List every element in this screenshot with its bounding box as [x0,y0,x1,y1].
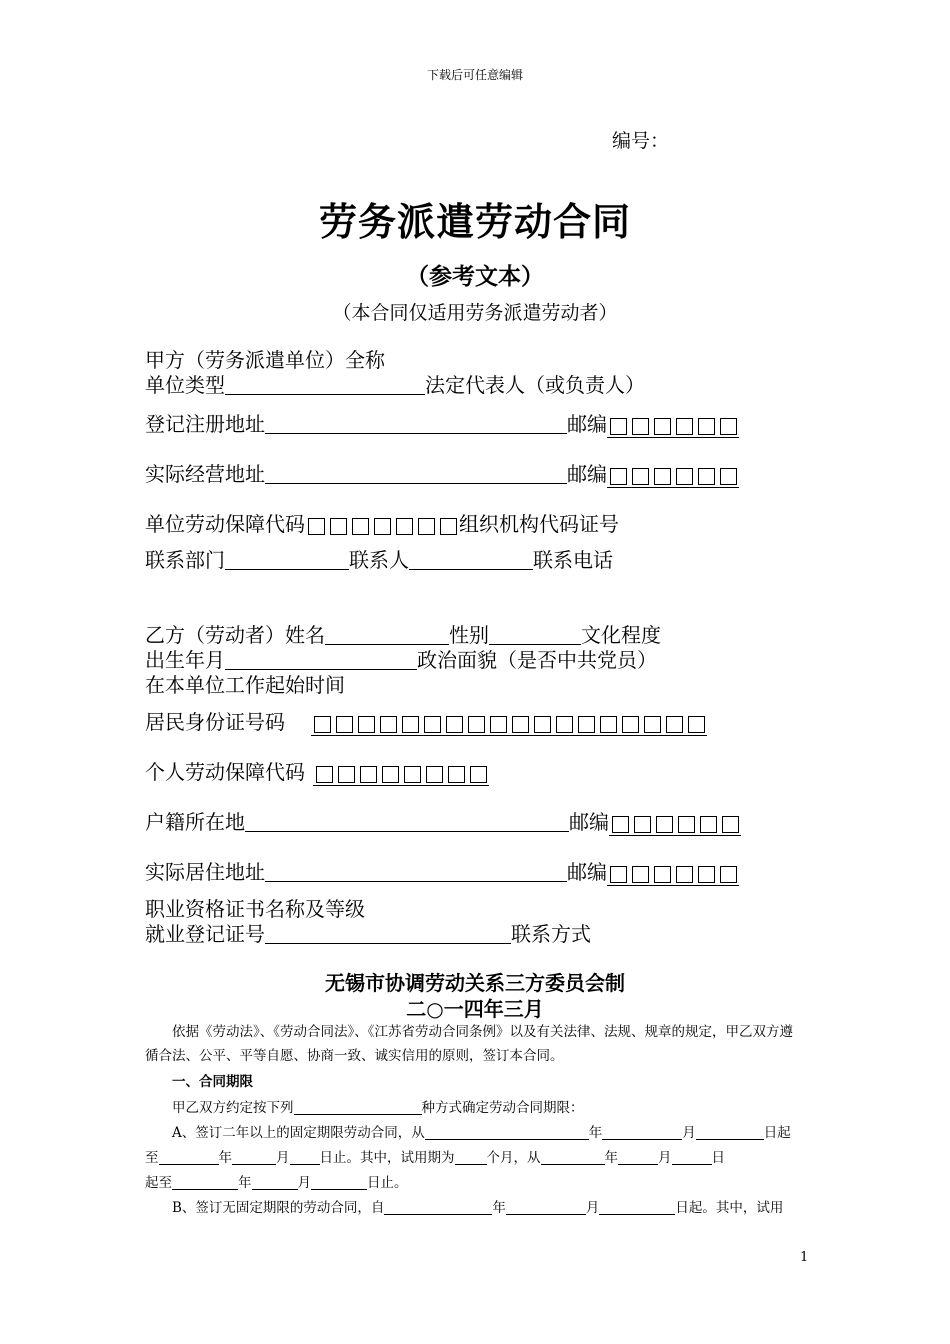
party-b-name-line [145,622,661,648]
digit-box[interactable] [358,716,375,733]
page-number: 1 [800,1250,809,1265]
digit-box[interactable] [440,518,457,535]
digit-box[interactable] [720,468,737,485]
education-label: 文化程度 [581,623,661,647]
zip-boxes[interactable] [607,865,739,886]
employment-line [145,921,591,947]
residence-label: 实际居住地址 [145,860,265,884]
id-number-boxes[interactable] [311,715,707,736]
digit-box[interactable] [374,518,391,535]
zip-boxes[interactable] [607,467,739,488]
digit-box[interactable] [308,518,325,535]
digit-box[interactable] [676,418,693,435]
blank-field[interactable] [602,1124,682,1140]
digit-box[interactable] [396,518,413,535]
zip-label: 邮编 [567,462,607,486]
employment-label: 就业登记证号 [145,922,265,946]
dept-label: 联系部门 [145,548,225,572]
residence-line [145,859,739,886]
personal-labor-code-line [145,759,489,786]
blank-field[interactable] [311,1174,367,1190]
blank-field[interactable] [252,1174,298,1190]
zip-label: 邮编 [567,860,607,884]
digit-box[interactable] [426,766,443,783]
section-1-line-1: 甲乙双方约定按下列 种方式确定劳动合同期限： [172,1100,584,1116]
start-time-line [145,672,345,698]
digit-box[interactable] [316,766,333,783]
digit-box[interactable] [654,468,671,485]
blank-field[interactable] [599,1199,675,1215]
digit-box[interactable] [720,866,737,883]
zip-label: 邮编 [569,810,609,834]
digit-box[interactable] [612,816,629,833]
contact-person-field[interactable] [409,549,533,570]
digit-box[interactable] [698,468,715,485]
party-a-name-line [145,347,385,373]
digit-box[interactable] [360,766,377,783]
preamble: 依据《劳动法》、《劳动合同法》、《江苏省劳动合同条例》以及有关法律、法规、规章的规定，甲乙双方遵循合法、公平、平等自愿、协商一致、诚实信用的原则，签订本合同。 [145,1024,793,1064]
birth-field[interactable] [225,649,417,670]
digit-box[interactable] [556,716,573,733]
digit-box[interactable] [654,866,671,883]
digit-box[interactable] [676,468,693,485]
party-a-name-label: 甲方（劳务派遣单位）全称 [145,348,385,372]
gender-label: 性别 [449,623,489,647]
digit-box[interactable] [676,866,693,883]
digit-box[interactable] [666,716,683,733]
zip-label: 邮编 [567,412,607,436]
digit-box[interactable] [700,816,717,833]
birth-label: 出生年月 [145,648,225,672]
serial-number-label: 编号： [612,130,670,152]
digit-box[interactable] [490,716,507,733]
household-label: 户籍所在地 [145,810,245,834]
blank-field[interactable] [232,1149,276,1165]
issue-date: 二○一四年三月 [406,997,544,1021]
gender-field[interactable] [489,624,581,645]
digit-box[interactable] [644,716,661,733]
scope-note: （本合同仅适用劳务派遣劳动者） [332,302,618,324]
blank-field[interactable] [159,1149,219,1165]
zip-boxes[interactable] [609,815,741,836]
issuing-organization: 无锡市协调劳动关系三方委员会制 [325,971,625,995]
id-number-line [145,709,707,736]
blank-field[interactable] [455,1149,487,1165]
unit-type-label: 单位类型 [145,373,225,397]
blank-field[interactable] [506,1199,586,1215]
digit-box[interactable] [578,716,595,733]
zip-boxes[interactable] [607,417,739,438]
employment-field[interactable] [265,923,511,944]
blank-field[interactable] [425,1124,589,1140]
document-subtitle: （参考文本） [406,263,544,290]
digit-box[interactable] [534,716,551,733]
digit-box[interactable] [446,716,463,733]
party-a-type-line [145,372,645,398]
residence-field[interactable] [265,861,567,882]
digit-box[interactable] [634,816,651,833]
digit-box[interactable] [448,766,465,783]
blank-field[interactable] [290,1149,320,1165]
contact-line [145,547,613,573]
start-time-label: 在本单位工作起始时间 [145,673,345,697]
digit-box[interactable] [352,518,369,535]
birth-line [145,647,657,673]
blank-field[interactable] [696,1124,764,1140]
digit-box[interactable] [468,716,485,733]
digit-box[interactable] [610,418,627,435]
digit-box[interactable] [610,866,627,883]
digit-box[interactable] [424,716,441,733]
digit-box[interactable] [654,418,671,435]
digit-box[interactable] [698,418,715,435]
op-address-field[interactable] [265,463,567,484]
contact-person-label: 联系人 [349,548,409,572]
certificate-line [145,896,365,922]
digit-box[interactable] [632,866,649,883]
digit-box[interactable] [632,468,649,485]
digit-box[interactable] [330,518,347,535]
unit-type-field[interactable] [225,374,425,395]
reg-address-line [145,411,739,438]
digit-box[interactable] [610,468,627,485]
digit-box[interactable] [382,766,399,783]
blank-field[interactable] [172,1174,238,1190]
unit-labor-code-boxes[interactable] [305,517,459,537]
unit-labor-code-label: 单位劳动保障代码 [145,512,305,536]
party-b-name-field[interactable] [325,624,449,645]
option-a-line-1: A、签订二年以上的固定期限劳动合同，从 年 月 日起 [172,1125,791,1141]
phone-label: 联系电话 [533,548,613,572]
digit-box[interactable] [338,766,355,783]
digit-box[interactable] [512,716,529,733]
header-note: 下载后可任意编辑 [426,68,523,82]
blank-field[interactable] [618,1149,658,1165]
personal-labor-code-boxes[interactable] [313,765,489,786]
unit-labor-code-line [145,511,619,537]
term-type-field[interactable] [294,1099,422,1115]
id-number-label: 居民身份证号码 [145,710,285,734]
party-b-name-label: 乙方（劳动者）姓名 [145,623,325,647]
op-address-line [145,461,739,488]
op-address-label: 实际经营地址 [145,462,265,486]
digit-box[interactable] [688,716,705,733]
digit-box[interactable] [632,418,649,435]
org-code-label: 组织机构代码证号 [459,512,619,536]
contact-method-label: 联系方式 [511,922,591,946]
digit-box[interactable] [698,866,715,883]
blank-field[interactable] [672,1149,712,1165]
household-line [145,809,741,836]
digit-box[interactable] [720,418,737,435]
option-a-line-2: 至 年 月 日止。其中，试用期为 个月，从 年 月 日 [145,1150,725,1166]
digit-box[interactable] [470,766,487,783]
legal-rep-label: 法定代表人（或负责人） [425,373,645,397]
digit-box[interactable] [336,716,353,733]
digit-box[interactable] [600,716,617,733]
certificate-label: 职业资格证书名称及等级 [145,897,365,921]
digit-box[interactable] [404,766,421,783]
digit-box[interactable] [402,716,419,733]
digit-box[interactable] [314,716,331,733]
blank-field[interactable] [541,1149,605,1165]
political-label: 政治面貌（是否中共党员） [417,648,657,672]
digit-box[interactable] [622,716,639,733]
digit-box[interactable] [656,816,673,833]
household-field[interactable] [245,811,569,832]
digit-box[interactable] [380,716,397,733]
digit-box[interactable] [418,518,435,535]
blank-field[interactable] [384,1199,492,1215]
dept-field[interactable] [225,549,349,570]
personal-labor-code-label: 个人劳动保障代码 [145,760,305,784]
reg-address-field[interactable] [265,413,567,434]
digit-box[interactable] [722,816,739,833]
digit-box[interactable] [678,816,695,833]
reg-address-label: 登记注册地址 [145,412,265,436]
option-a-line-3: 起至 年 月 日止。 [145,1175,408,1191]
section-1-title: 一、合同期限 [172,1074,253,1090]
option-b-line-1: B、签订无固定期限的劳动合同，自 年 月 日起。其中，试用 [172,1200,784,1216]
document-title: 劳务派遣劳动合同 [318,200,631,244]
